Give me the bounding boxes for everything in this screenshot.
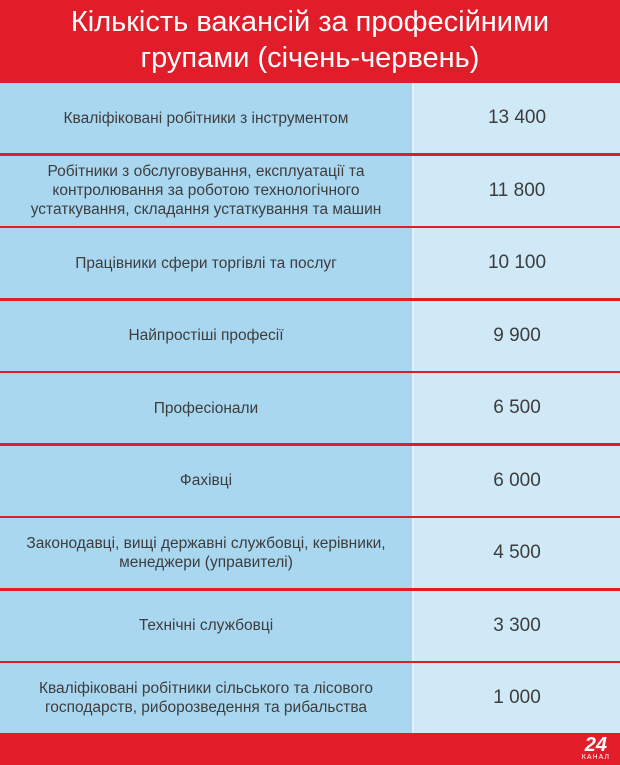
row-value-label: 1 000 [412, 663, 620, 733]
logo-caption: КАНАЛ [581, 754, 610, 761]
row-value-label: 9 900 [412, 301, 620, 371]
row-category-label: Робітники з обслуговування, експлуатації та контролювання за роботою технологічного устаткування, складання устаткування та машин [0, 156, 412, 226]
row-value-label: 10 100 [412, 228, 620, 298]
row-category-label: Технічні службовці [0, 591, 412, 661]
row-value-label: 3 300 [412, 591, 620, 661]
row-value-label: 4 500 [412, 518, 620, 588]
table-row [0, 663, 620, 733]
row-value-label: 11 800 [412, 156, 620, 226]
logo-number: 24 [584, 734, 608, 756]
row-category-label: Професіонали [0, 373, 412, 443]
table-row [0, 591, 620, 661]
table-row [0, 156, 620, 226]
row-category-label: Кваліфіковані робітники з інструментом [0, 83, 412, 153]
channel-24-logo [582, 736, 610, 761]
table-row [0, 373, 620, 443]
chart-title [0, 0, 620, 78]
table-row [0, 301, 620, 371]
row-value-label: 6 000 [412, 446, 620, 516]
row-value-label: 13 400 [412, 83, 620, 153]
chart-title-line-2: групами (січень-червень) [140, 42, 480, 74]
row-category-label: Працівники сфери торгівлі та послуг [0, 228, 412, 298]
table-row [0, 228, 620, 298]
row-category-label: Законодавці, вищі державні службовці, керівники, менеджери (управителі) [0, 518, 412, 588]
table-row [0, 446, 620, 516]
row-category-label: Фахівці [0, 446, 412, 516]
chart-title-line-1: Кількість вакансій за професійними [70, 6, 550, 38]
table-row [0, 518, 620, 588]
row-value-label: 6 500 [412, 373, 620, 443]
table-row [0, 83, 620, 153]
footer-bar [0, 733, 620, 765]
row-category-label: Найпростіші професії [0, 301, 412, 371]
row-category-label: Кваліфіковані робітники сільського та лісового господарств, риборозведення та рибальства [0, 663, 412, 733]
